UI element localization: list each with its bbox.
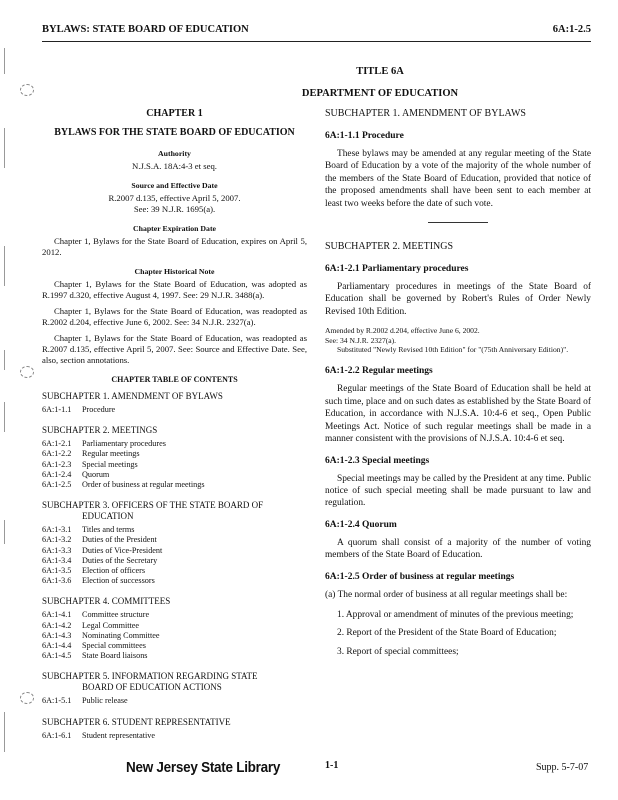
- toc-item: 6A:1-2.5 Order of business at regular meetings: [42, 480, 205, 490]
- source-text-1: R.2007 d.135, effective April 5, 2007.: [108, 193, 241, 203]
- section-6a-1-2-3: 6A:1-2.3 Special meetings: [325, 455, 430, 466]
- margin-tick: [4, 128, 5, 168]
- page-number: 1-1: [325, 760, 339, 771]
- history-note-2: Chapter 1, Bylaws for the State Board of Education, was readopted as R.2002 d.204, effective June 6, 2002. See: 34 N.J.R. 2327(a).: [42, 306, 307, 327]
- history-note-1: Chapter 1, Bylaws for the State Board of Education, was adopted as R.1997 d.320, effective August 4, 1997. See: 29 N.J.R. 3488(a).: [42, 279, 307, 300]
- left-column: [42, 108, 307, 741]
- header-rule: [42, 41, 591, 42]
- source-heading: Source and Effective Date: [131, 181, 218, 190]
- toc-item: 6A:1-3.4 Duties of the Secretary: [42, 555, 158, 565]
- history-heading: Chapter Historical Note: [134, 267, 215, 276]
- toc-item: 6A:1-1.1 Procedure: [42, 405, 116, 414]
- library-watermark: New Jersey State Library: [126, 759, 281, 776]
- subchapter-1-heading: SUBCHAPTER 1. AMENDMENT OF BYLAWS: [325, 108, 526, 119]
- toc-subchapter-4: SUBCHAPTER 4. COMMITTEES: [42, 596, 171, 607]
- toc-item: 6A:1-2.2 Regular meetings: [42, 449, 140, 459]
- section-6a-1-2-5: 6A:1-2.5 Order of business at regular meetings: [325, 571, 515, 582]
- toc-subchapter-5-cont: BOARD OF EDUCATION ACTIONS: [82, 682, 222, 693]
- supplement-date: Supp. 5-7-07: [536, 762, 589, 773]
- section-6a-1-2-4-text: A quorum shall consist of a majority of the number of voting members of the State Board of Education.: [325, 537, 591, 561]
- source-text-2: See: 39 N.J.R. 1695(a).: [133, 204, 216, 214]
- authority-heading: Authority: [158, 149, 191, 158]
- toc-subchapter-1: SUBCHAPTER 1. AMENDMENT OF BYLAWS: [42, 391, 223, 401]
- list-item: 2. Report of the President of the State Board of Education;: [337, 628, 557, 639]
- department: DEPARTMENT OF EDUCATION: [301, 88, 459, 99]
- toc-item: 6A:1-4.5 State Board liaisons: [42, 651, 148, 661]
- toc-item: 6A:1-4.4 Special committees: [42, 641, 146, 651]
- section-6a-1-1-1: 6A:1-1.1 Procedure: [325, 131, 404, 141]
- section-6a-1-2-2-text: Regular meetings of the State Board of Education shall be held at such time, place and on such dates as established by the State Board of Education, in accordance with N.J.S.A. 10:4-6 et seq., Open Public Meetings Act. Notice of such regular meetings shall be made in a manner consistent with the provisions of N.J.S.A. 10:4-6 et seq.: [325, 384, 591, 445]
- margin-tick: [4, 246, 5, 286]
- toc-item: 6A:1-2.1 Parliamentary procedures: [42, 439, 166, 449]
- history-note-3: Chapter 1, Bylaws for the State Board of Education, was readopted as R.2007 d.135, effective April 5, 2007. See: Source and Effective Date. See, also, section annotations.: [42, 333, 307, 365]
- toc-subchapter-2: SUBCHAPTER 2. MEETINGS: [42, 425, 158, 436]
- subchapter-2-heading: SUBCHAPTER 2. MEETINGS: [325, 241, 454, 253]
- section-6a-1-2-5-text: (a) The normal order of business at all regular meetings shall be:: [325, 589, 568, 600]
- expiration-text: Chapter 1, Bylaws for the State Board of Education, expires on April 5, 2012.: [42, 236, 307, 257]
- toc-item: 6A:1-3.2 Duties of the President: [42, 535, 157, 545]
- margin-tick: [4, 520, 5, 544]
- punch-hole: [20, 692, 34, 704]
- right-column: [325, 108, 591, 664]
- section-separator: [428, 222, 488, 223]
- punch-hole: [20, 366, 34, 378]
- toc-item: 6A:1-3.5 Election of officers: [42, 566, 146, 576]
- section-6a-1-2-1: 6A:1-2.1 Parliamentary procedures: [325, 264, 469, 275]
- section-6a-1-2-2: 6A:1-2.2 Regular meetings: [325, 366, 433, 377]
- margin-tick: [4, 48, 5, 74]
- toc-item: 6A:1-2.3 Special meetings: [42, 459, 138, 469]
- expiration-heading: Chapter Expiration Date: [132, 224, 217, 233]
- punch-hole: [20, 84, 34, 96]
- section-6a-1-2-1-text: Parliamentary procedures in meetings of the State Board of Education shall be governed by Robert's Rules of Order Newly Revised 10th Edition.: [325, 282, 591, 317]
- running-header: [42, 24, 591, 38]
- authority-text: N.J.S.A. 18A:4-3 et seq.: [132, 161, 217, 171]
- toc-item: 6A:1-3.3 Duties of Vice-President: [42, 545, 163, 555]
- toc-item: 6A:1-6.1 Student representative: [42, 730, 155, 740]
- toc-item: 6A:1-3.6 Election of successors: [42, 576, 155, 586]
- toc-item: 6A:1-2.4 Quorum: [42, 469, 110, 479]
- toc-subchapter-6: SUBCHAPTER 6. STUDENT REPRESENTATIVE: [42, 716, 231, 727]
- title: TITLE 6A: [356, 66, 404, 77]
- margin-tick: [4, 350, 5, 370]
- section-6a-1-2-3-text: Special meetings may be called by the President at any time. Public notice of such special meeting shall be made pursuant to law and regulation.: [325, 473, 591, 509]
- chapter-number: CHAPTER 1: [146, 108, 203, 119]
- list-item: 1. Approval or amendment of minutes of the previous meeting;: [337, 609, 574, 620]
- section-6a-1-1-1-text: These bylaws may be amended at any regular meeting of the State Board of Education by a vote of the majority of the whole number of the members of the State Board of Education, provided that notice of the proposed amendments shall have been sent to each member at least two weeks before the date of such vote.: [325, 149, 591, 209]
- toc-item: 6A:1-4.1 Committee structure: [42, 610, 150, 620]
- toc-heading: CHAPTER TABLE OF CONTENTS: [111, 375, 238, 384]
- margin-tick: [4, 402, 5, 432]
- list-item: 3. Report of special committees;: [337, 646, 459, 657]
- toc-item: 6A:1-4.3 Nominating Committee: [42, 630, 160, 640]
- toc-subchapter-3: SUBCHAPTER 3. OFFICERS OF THE STATE BOARD OF: [42, 500, 264, 511]
- header-right: 6A:1-2.5: [552, 24, 591, 35]
- section-6a-1-2-4: 6A:1-2.4 Quorum: [325, 519, 397, 530]
- toc-item: 6A:1-3.1 Titles and terms: [42, 525, 135, 535]
- header-left: BYLAWS: STATE BOARD OF EDUCATION: [42, 24, 249, 35]
- margin-tick: [4, 712, 5, 752]
- toc-item: 6A:1-4.2 Legal Committee: [42, 620, 140, 630]
- toc-subchapter-5: SUBCHAPTER 5. INFORMATION REGARDING STATE: [42, 671, 258, 682]
- binding-margin: [0, 0, 38, 800]
- toc-item: 6A:1-5.1 Public release: [42, 696, 128, 706]
- chapter-title: BYLAWS FOR THE STATE BOARD OF EDUCATION: [54, 127, 295, 138]
- amendment-note: Amended by R.2002 d.204, effective June 6, 2002. See: 34 N.J.R. 2327(a). Substituted "Newly Revised 10th Edition" for "(75th Anniversary Edition)".: [325, 326, 569, 355]
- toc-subchapter-3-cont: EDUCATION: [82, 511, 134, 522]
